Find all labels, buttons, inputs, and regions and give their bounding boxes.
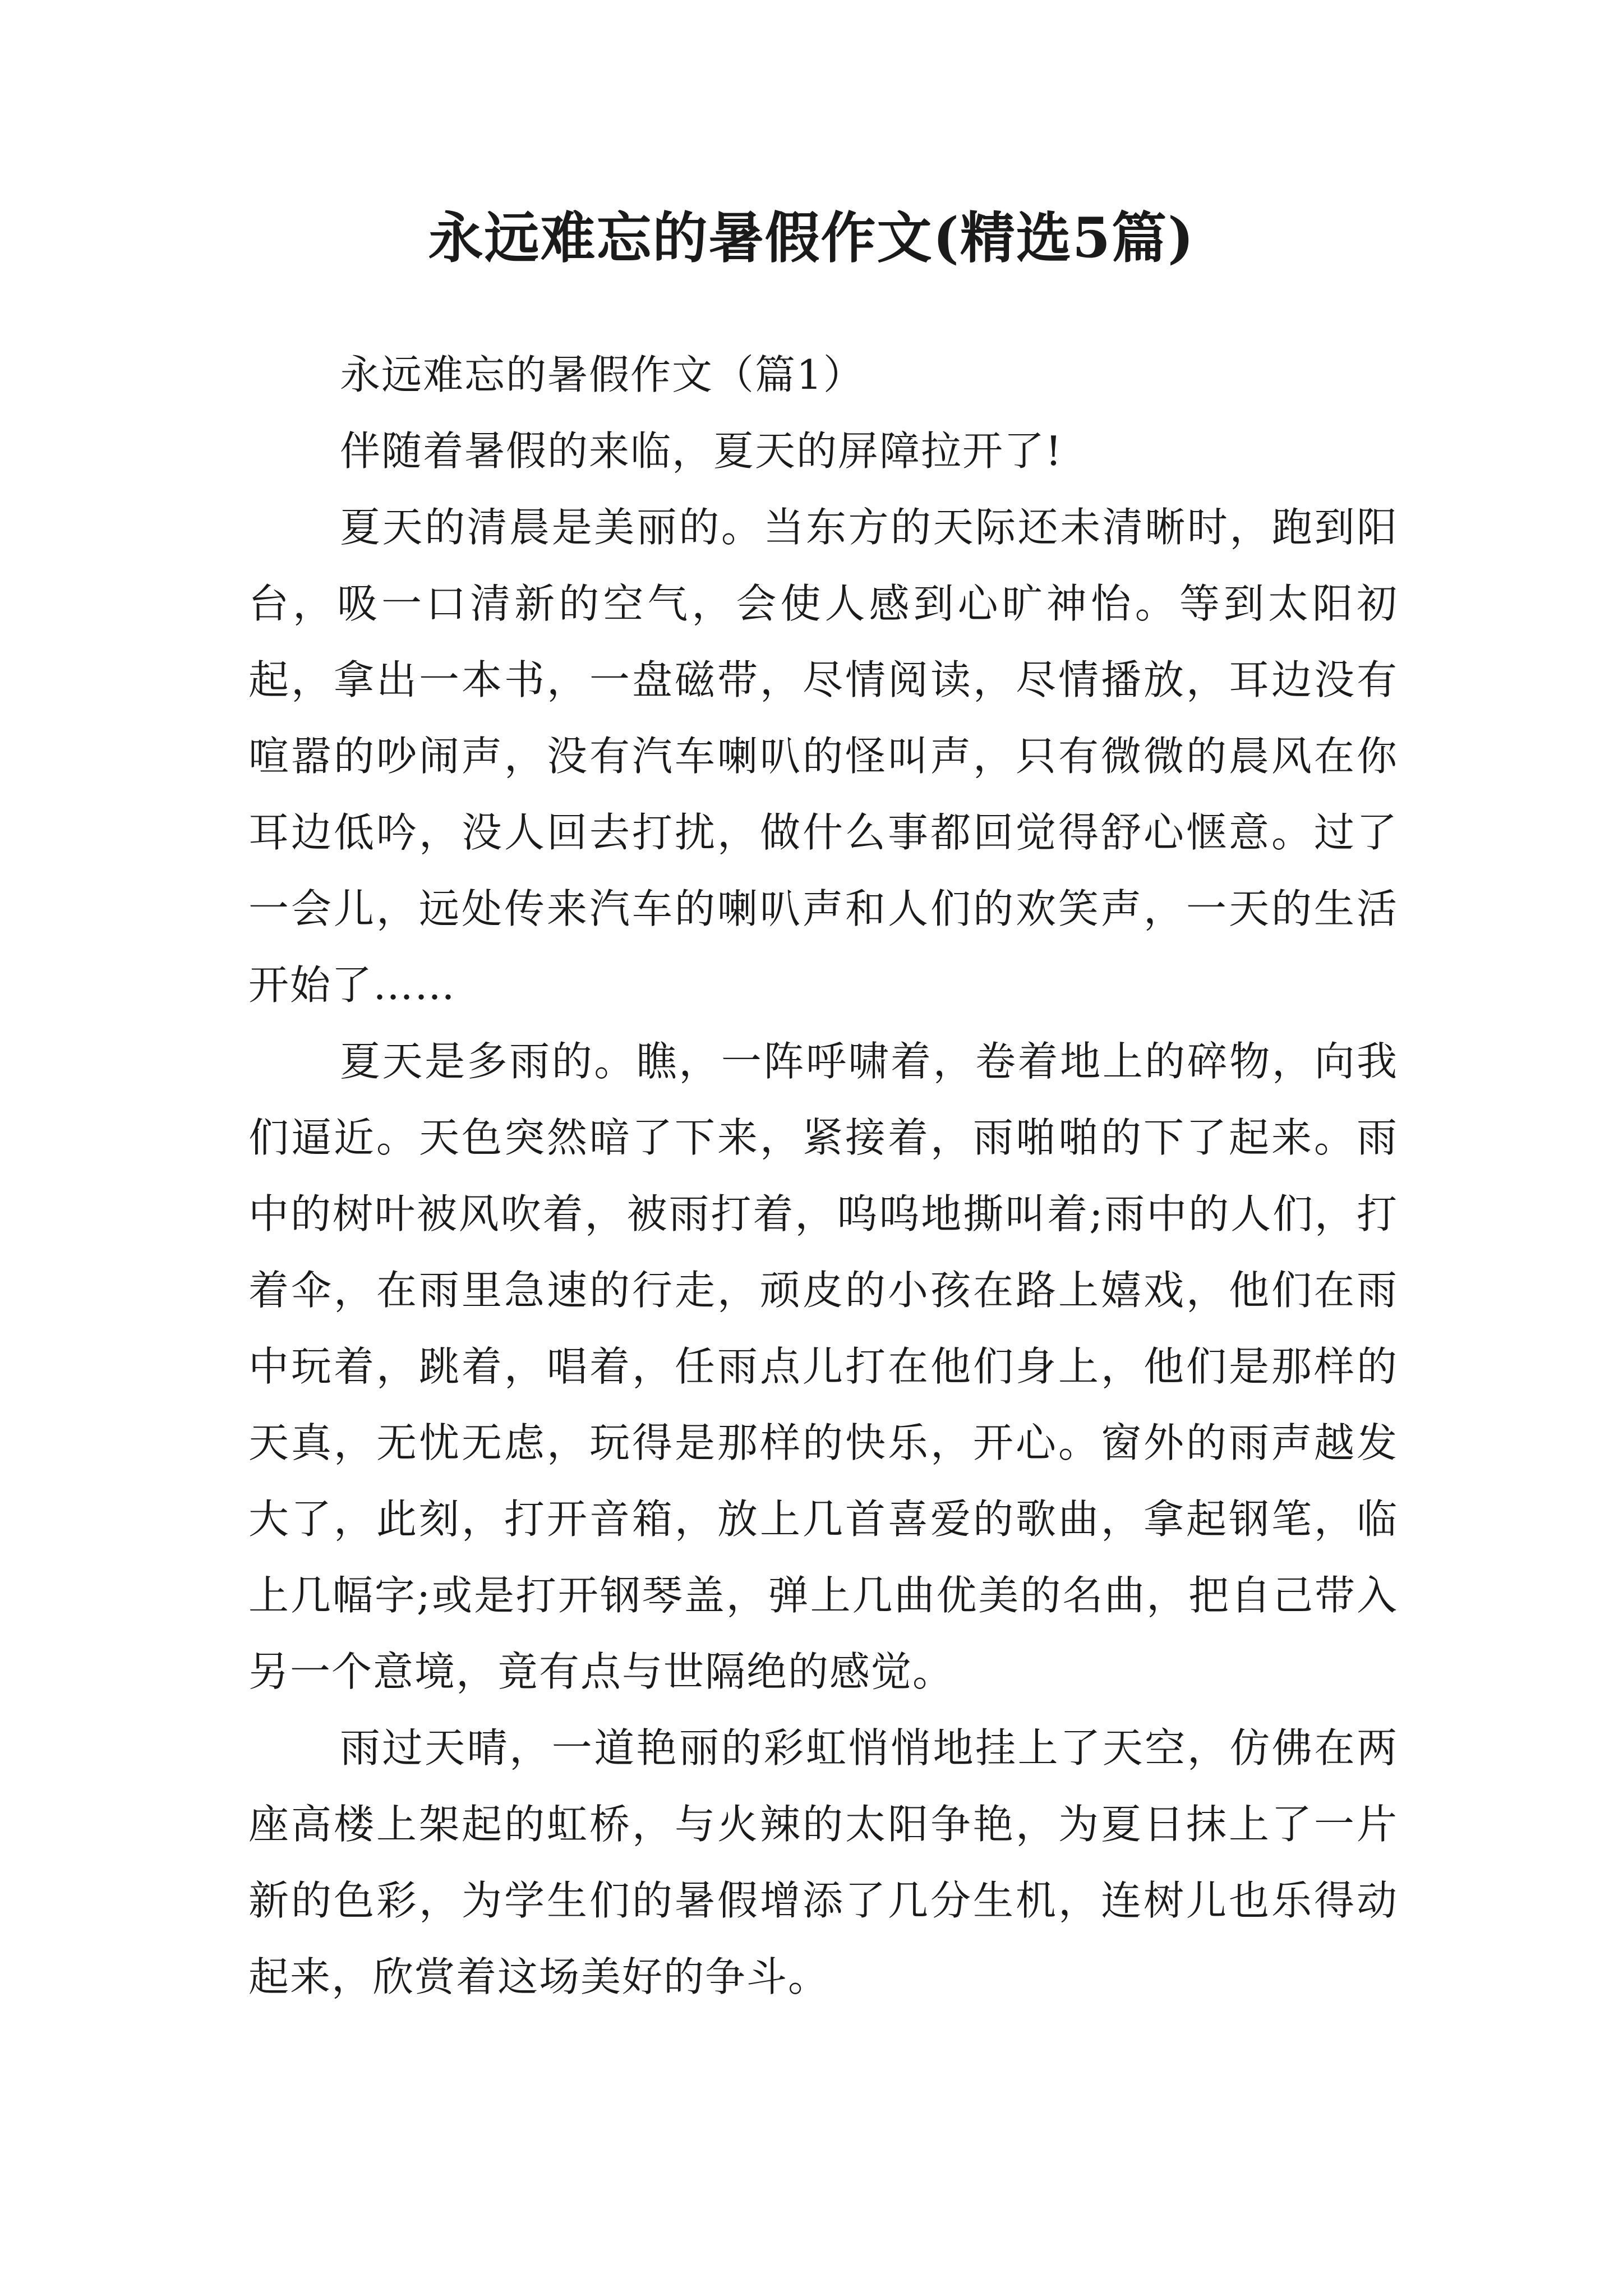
document-title: 永远难忘的暑假作文(精选5篇) xyxy=(428,206,1195,270)
paragraph-4: 雨过天晴，一道艳丽的彩虹悄悄地挂上了天空，仿佛在两座高楼上架起的虹桥，与火辣的太阳争艳，为夏日抹上了一片新的色彩，为学生们的暑假增添了几分生机，连树儿也乐得动起来，欣赏着这场美好的争斗。 xyxy=(248,1724,1398,2000)
paragraph-1: 伴随着暑假的来临，夏天的屏障拉开了! xyxy=(340,427,1063,475)
paragraph-2: 夏天的清晨是美丽的。当东方的天际还未清晰时，跑到阳台，吸一口清新的空气，会使人感到心旷神怡。等到太阳初起，拿出一本书，一盘磁带，尽情阅读，尽情播放，耳边没有喧嚣的吵闹声，没有汽车喇叭的怪叫声，只有微微的晨风在你耳边低吟，没人回去打扰，做什么事都回觉得舒心惬意。过了一会儿，远处传来汽车的喇叭声和人们的欢笑声，一天的生活开始了…… xyxy=(248,504,1398,1009)
document-body xyxy=(248,337,1398,2015)
paragraph-3: 夏天是多雨的。瞧，一阵呼啸着，卷着地上的碎物，向我们逼近。天色突然暗了下来，紧接着，雨啪啪的下了起来。雨中的树叶被风吹着，被雨打着，呜呜地撕叫着;雨中的人们，打着伞，在雨里急速的行走，顽皮的小孩在路上嬉戏，他们在雨中玩着，跳着，唱着，任雨点儿打在他们身上，他们是那样的天真，无忧无虑，玩得是那样的快乐，开心。窗外的雨声越发大了，此刻，打开音箱，放上几首喜爱的歌曲，拿起钢笔，临上几幅字;或是打开钢琴盖，弹上几曲优美的名曲，把自己带入另一个意境，竟有点与世隔绝的感觉。 xyxy=(248,1038,1398,1695)
section-heading: 永远难忘的暑假作文（篇1） xyxy=(340,351,865,398)
